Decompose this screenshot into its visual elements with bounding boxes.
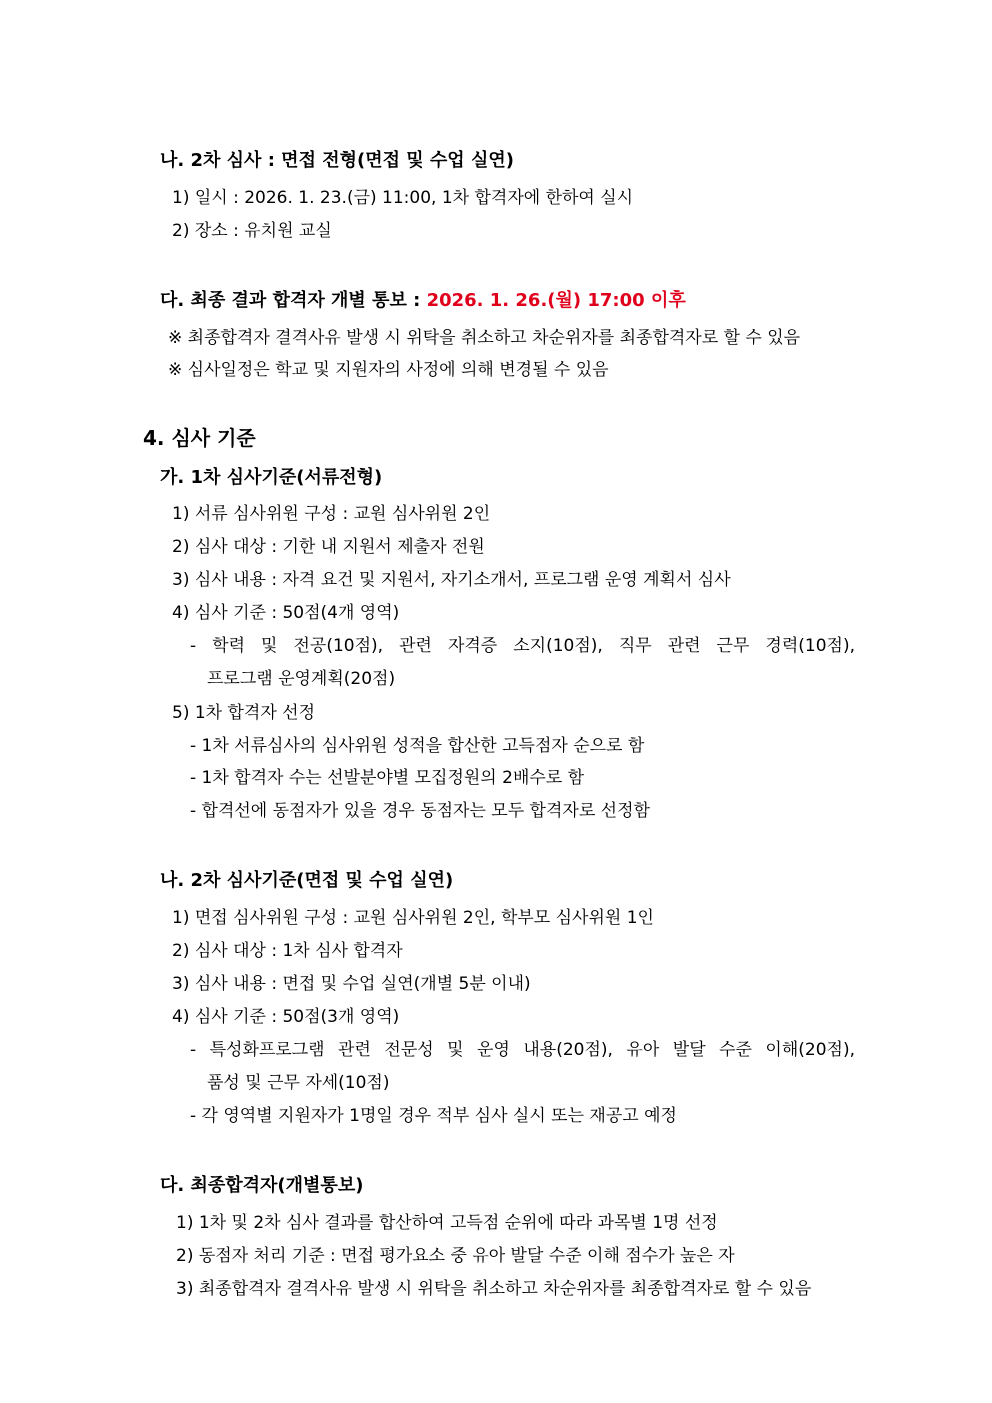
- heading-final-notice: [160, 290, 686, 312]
- first-review-item-4-detail-cont: 프로그램 운영계획(20점): [207, 669, 396, 689]
- first-review-item-4-detail: - 학력 및 전공(10점), 관련 자격증 소지(10점), 직무 관련 근무 경력(10점),: [190, 636, 855, 656]
- first-review-item-5: 5) 1차 합격자 선정: [172, 703, 316, 723]
- final-notice-date: 2026. 1. 26.(월) 17:00 이후: [426, 290, 686, 311]
- heading-second-review-schedule: 나. 2차 심사 : 면접 전형(면접 및 수업 실연): [160, 150, 514, 171]
- note-disqualification: ※ 최종합격자 결격사유 발생 시 위탁을 취소하고 차순위자를 최종합격자로 할 수 있음: [168, 328, 801, 348]
- second-review-item-4-detail-cont: 품성 및 근무 자세(10점): [207, 1073, 390, 1093]
- heading-final-pass: 다. 최종합격자(개별통보): [160, 1175, 364, 1196]
- heading-second-review-criteria: 나. 2차 심사기준(면접 및 수업 실연): [160, 870, 454, 891]
- first-review-item-5-sub-2: - 1차 합격자 수는 선발분야별 모집정원의 2배수로 함: [190, 768, 585, 788]
- second-review-item-4: 4) 심사 기준 : 50점(3개 영역): [172, 1007, 400, 1027]
- final-pass-item-1: 1) 1차 및 2차 심사 결과를 합산하여 고득점 순위에 따라 과목별 1명 선정: [176, 1213, 718, 1233]
- final-pass-item-3: 3) 최종합격자 결격사유 발생 시 위탁을 취소하고 차순위자를 최종합격자로 할 수 있음: [176, 1279, 812, 1299]
- first-review-item-2: 2) 심사 대상 : 기한 내 지원서 제출자 전원: [172, 537, 485, 557]
- first-review-item-1: 1) 서류 심사위원 구성 : 교원 심사위원 2인: [172, 504, 491, 524]
- second-review-item-4-sub-2: - 각 영역별 지원자가 1명일 경우 적부 심사 실시 또는 재공고 예정: [190, 1106, 677, 1126]
- note-schedule-change: ※ 심사일정은 학교 및 지원자의 사정에 의해 변경될 수 있음: [168, 360, 609, 380]
- schedule-date-item: 1) 일시 : 2026. 1. 23.(금) 11:00, 1차 합격자에 한하여 실시: [172, 188, 634, 208]
- second-review-item-4-detail: - 특성화프로그램 관련 전문성 및 운영 내용(20점), 유아 발달 수준 이해(20점),: [190, 1040, 855, 1060]
- first-review-item-5-sub-3: - 합격선에 동점자가 있을 경우 동점자는 모두 합격자로 선정함: [190, 801, 650, 821]
- final-pass-item-2: 2) 동점자 처리 기준 : 면접 평가요소 중 유아 발달 수준 이해 점수가 높은 자: [176, 1246, 735, 1266]
- second-review-item-2: 2) 심사 대상 : 1차 심사 합격자: [172, 941, 403, 961]
- second-review-item-1: 1) 면접 심사위원 구성 : 교원 심사위원 2인, 학부모 심사위원 1인: [172, 908, 654, 928]
- heading-first-review-criteria: 가. 1차 심사기준(서류전형): [160, 467, 383, 488]
- second-review-item-3: 3) 심사 내용 : 면접 및 수업 실연(개별 5분 이내): [172, 974, 531, 994]
- schedule-place-item: 2) 장소 : 유치원 교실: [172, 221, 332, 241]
- final-notice-label: 다. 최종 결과 합격자 개별 통보 :: [160, 290, 427, 311]
- first-review-item-3: 3) 심사 내용 : 자격 요건 및 지원서, 자기소개서, 프로그램 운영 계획서 심사: [172, 570, 731, 590]
- section-title-review-criteria: 4. 심사 기준: [143, 426, 256, 450]
- first-review-item-4: 4) 심사 기준 : 50점(4개 영역): [172, 603, 400, 623]
- first-review-item-5-sub-1: - 1차 서류심사의 심사위원 성적을 합산한 고득점자 순으로 함: [190, 736, 645, 756]
